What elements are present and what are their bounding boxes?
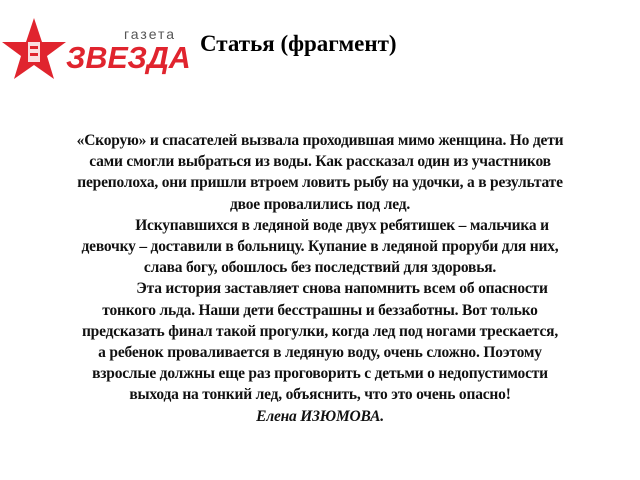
article-line: переполоха, они пришли втроем ловить рыбу на удочки, а в результате xyxy=(77,174,563,192)
article-line: выхода на тонкий лед, объяснить, что это очень опасно! xyxy=(129,386,511,404)
article-line: Эта история заставляет снова напомнить всем об опасности xyxy=(136,280,548,298)
article-body xyxy=(0,130,640,427)
article-author: Елена ИЗЮМОВА. xyxy=(256,407,384,425)
logo-wordmark: ЗВЕЗДА xyxy=(66,40,191,75)
article-line: девочку – доставили в больницу. Купание в ледяной проруби для них, xyxy=(81,238,559,256)
red-star-icon xyxy=(0,0,70,85)
logo-subtitle: газета xyxy=(124,26,177,42)
zvezda-logo xyxy=(0,0,195,85)
article-line: предсказать финал такой прогулки, когда лед под ногами трескается, xyxy=(81,322,559,340)
article-line: «Скорую» и спасателей вызвала проходившая мимо женщина. Но дети xyxy=(76,132,564,149)
article-line: двое провалились под лед. xyxy=(229,195,411,213)
article-line: а ребенок проваливается в ледяную воду, очень сложно. Поэтому xyxy=(98,344,542,362)
article-line: слава богу, обошлось без последствий для здоровья. xyxy=(143,259,497,277)
page-title: Статья (фрагмент) xyxy=(200,31,397,56)
article-line: взрослые должны еще раз проговорить с детьми о недопустимости xyxy=(92,365,548,383)
article-line: тонкого льда. Наши дети бесстрашны и беззаботны. Вот только xyxy=(102,301,538,319)
article-line: Искупавшихся в ледяной воде двух ребятишек – мальчика и xyxy=(135,216,549,234)
article-line: сами смогли выбраться из воды. Как рассказал один из участников xyxy=(89,153,551,171)
